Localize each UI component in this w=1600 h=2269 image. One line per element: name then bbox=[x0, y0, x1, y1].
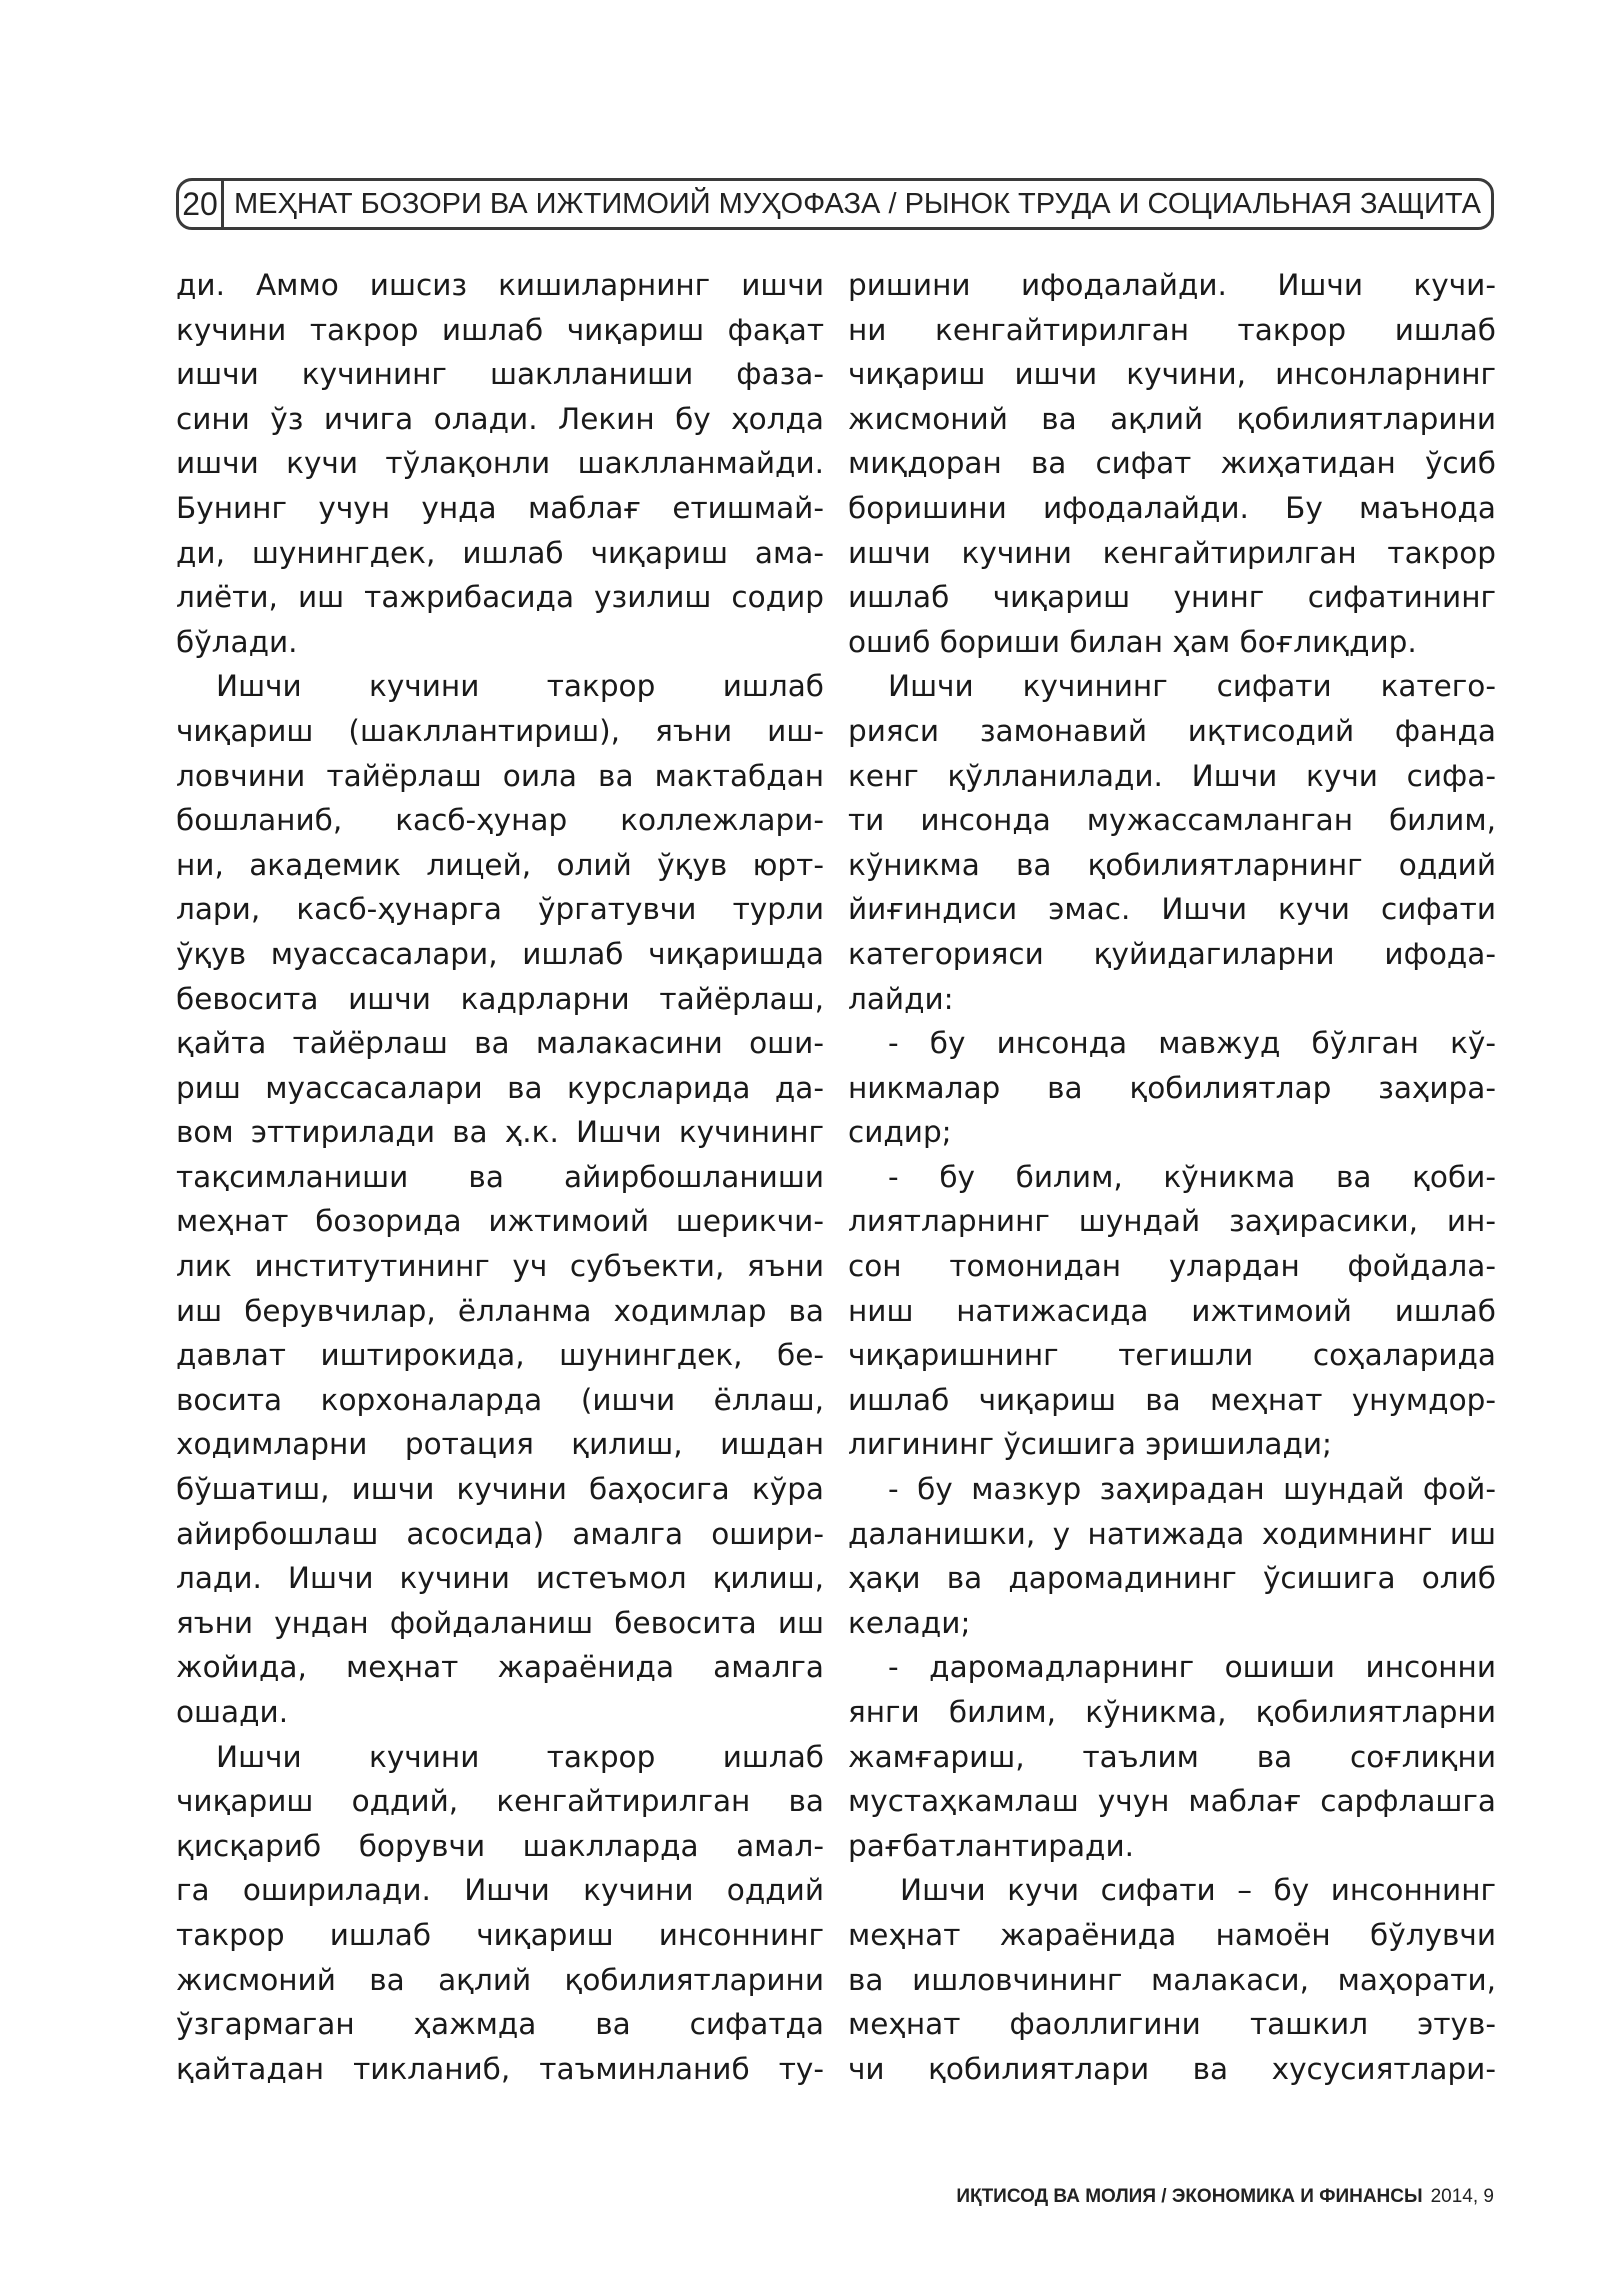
text-line: лайди: bbox=[848, 981, 954, 1016]
text-line: меҳнат бозорида ижтимоий шерикчи- bbox=[176, 1204, 824, 1239]
list-item-line: - даромадларнинг ошиши инсонни bbox=[888, 1650, 1496, 1685]
list-item-line: - бу мазкур заҳирадан шундай фой- bbox=[888, 1472, 1496, 1507]
text-line: меҳнат фаоллигини ташкил этув- bbox=[848, 2007, 1496, 2042]
paragraph-start-line: Ишчи кучини такрор ишлаб bbox=[216, 669, 824, 704]
text-line: жисмоний ва ақлий қобилиятларини bbox=[176, 1962, 824, 1997]
text-line: бўшатиш, ишчи кучини баҳосига кўра bbox=[176, 1472, 824, 1507]
text-line: тақсимланиши ва айирбошланиши bbox=[176, 1159, 824, 1194]
text-line: ришини ифодалайди. Ишчи кучи- bbox=[848, 268, 1496, 302]
text-line: даланишки, у натижада ходимнинг иш bbox=[848, 1516, 1496, 1551]
text-line: ошиб бориши билан ҳам боғлиқдир. bbox=[848, 624, 1417, 659]
text-line: риш муассасалари ва курсларида да- bbox=[176, 1070, 824, 1105]
text-line: восита корхоналарда (ишчи ёллаш, bbox=[176, 1382, 824, 1417]
text-line: ни, академик лицей, олий ўқув юрт- bbox=[176, 847, 824, 882]
text-line: мустаҳкамлаш учун маблағ сарфлашга bbox=[848, 1784, 1496, 1819]
text-line: лиёти, иш тажрибасида узилиш содир bbox=[176, 580, 824, 615]
text-line: кенг қўлланилади. Ишчи кучи сифа- bbox=[848, 758, 1496, 793]
text-line: чиқаришнинг тегишли соҳаларида bbox=[848, 1338, 1496, 1373]
section-title: МЕҲНАТ БОЗОРИ ВА ИЖТИМОИЙ МУҲОФАЗА / РЫНОК ТРУДА И СОЦИАЛЬНАЯ ЗАЩИТА bbox=[234, 187, 1481, 220]
text-line: йиғиндиси эмас. Ишчи кучи сифати bbox=[848, 892, 1496, 927]
text-line: қисқариб борувчи шаклларда амал- bbox=[176, 1828, 824, 1863]
text-line: ни кенгайтирилган такрор ишлаб bbox=[848, 312, 1496, 347]
paragraph-start-line: Ишчи кучининг сифати катего- bbox=[888, 669, 1496, 704]
text-line: янги билим, кўникма, қобилиятларни bbox=[848, 1695, 1496, 1729]
text-line: чи қобилиятлари ва хусусиятлари- bbox=[848, 2051, 1496, 2086]
text-line: меҳнат жараёнида намоён бўлувчи bbox=[848, 1917, 1496, 1952]
text-line: айирбошлаш асосида) амалга ошири- bbox=[176, 1516, 824, 1551]
text-line: бевосита ишчи кадрларни тайёрлаш, bbox=[176, 981, 824, 1016]
running-footer bbox=[956, 2186, 1494, 2208]
text-line: яъни ундан фойдаланиш бевосита иш bbox=[176, 1605, 824, 1640]
text-line: давлат иштирокида, шунингдек, бе- bbox=[176, 1338, 824, 1373]
text-line: никмалар ва қобилиятлар заҳира- bbox=[848, 1070, 1496, 1105]
text-line: келади; bbox=[848, 1605, 971, 1640]
text-line: қайта тайёрлаш ва малакасини оши- bbox=[176, 1026, 824, 1061]
text-line: ишчи кучининг шаклланиши фаза- bbox=[176, 357, 824, 392]
text-line: ишлаб чиқариш унинг сифатининг bbox=[848, 580, 1496, 615]
text-line: ошади. bbox=[176, 1695, 289, 1729]
text-line: ўзгармаган ҳажмда ва сифатда bbox=[176, 2007, 824, 2042]
text-line: вом эттирилади ва ҳ.к. Ишчи кучининг bbox=[176, 1115, 824, 1150]
left-text-column bbox=[176, 263, 824, 2091]
text-line: лари, касб-ҳунарга ўргатувчи турли bbox=[176, 892, 824, 927]
text-line: миқдоран ва сифат жиҳатидан ўсиб bbox=[848, 446, 1496, 481]
text-line: ишчи кучи тўлақонли шаклланмайди. bbox=[176, 446, 824, 481]
text-line: жамғариш, таълим ва соғлиқни bbox=[848, 1739, 1496, 1774]
text-line: ходимларни ротация қилиш, ишдан bbox=[176, 1427, 824, 1462]
text-line: ишчи кучини кенгайтирилган такрор bbox=[848, 535, 1496, 570]
text-line: ти инсонда мужассамланган билим, bbox=[848, 803, 1496, 838]
text-line: кўникма ва қобилиятларнинг оддий bbox=[848, 847, 1496, 882]
paragraph-start-line: Ишчи кучи сифати – бу инсоннинг bbox=[900, 1873, 1496, 1908]
text-line: лади. Ишчи кучини истеъмол қилиш, bbox=[176, 1561, 824, 1596]
text-line: сини ўз ичига олади. Лекин бу ҳолда bbox=[176, 401, 824, 436]
text-line: иш берувчилар, ёлланма ходимлар ва bbox=[176, 1293, 824, 1328]
text-line: ўқув муассасалари, ишлаб чиқаришда bbox=[176, 936, 824, 971]
text-line: сон томонидан улардан фойдала- bbox=[848, 1249, 1496, 1284]
text-line: рияси замонавий иқтисодий фанда bbox=[848, 713, 1496, 748]
paragraph-start-line: Ишчи кучини такрор ишлаб bbox=[216, 1739, 824, 1774]
text-line: бўлади. bbox=[176, 624, 298, 659]
text-line: лигининг ўсишига эришилади; bbox=[848, 1427, 1332, 1462]
text-line: сидир; bbox=[848, 1115, 952, 1150]
text-line: қайтадан тикланиб, таъминланиб ту- bbox=[176, 2051, 824, 2086]
text-line: ловчини тайёрлаш оила ва мактабдан bbox=[176, 758, 824, 793]
text-line: ди, шунингдек, ишлаб чиқариш ама- bbox=[176, 535, 824, 570]
text-line: ниш натижасида ижтимоий ишлаб bbox=[848, 1293, 1496, 1328]
text-line: Бунинг учун унда маблағ етишмай- bbox=[176, 490, 824, 525]
text-line: чиқариш ишчи кучини, инсонларнинг bbox=[848, 357, 1496, 392]
text-line: ди. Аммо ишсиз кишиларнинг ишчи bbox=[176, 268, 824, 302]
text-line: боришини ифодалайди. Бу маънода bbox=[848, 490, 1496, 525]
text-line: ҳақи ва даромадининг ўсишига олиб bbox=[848, 1561, 1496, 1596]
text-line: категорияси қуйидагиларни ифода- bbox=[848, 936, 1496, 971]
text-line: ва ишловчининг малакаси, маҳорати, bbox=[848, 1962, 1496, 1997]
text-line: чиқариш оддий, кенгайтирилган ва bbox=[176, 1784, 824, 1819]
text-line: жисмоний ва ақлий қобилиятларини bbox=[848, 401, 1496, 436]
text-line: бошланиб, касб-ҳунар коллежлари- bbox=[176, 803, 824, 838]
text-line: лик институтининг уч субъекти, яъни bbox=[176, 1249, 824, 1284]
page-number: 20 bbox=[179, 181, 224, 227]
text-line: кучини такрор ишлаб чиқариш фақат bbox=[176, 312, 824, 347]
text-line: га оширилади. Ишчи кучини оддий bbox=[176, 1873, 824, 1908]
text-line: лиятларнинг шундай заҳирасики, ин- bbox=[848, 1204, 1496, 1239]
right-text-column bbox=[848, 263, 1496, 2091]
text-line: ишлаб чиқариш ва меҳнат унумдор- bbox=[848, 1382, 1496, 1417]
journal-title: ИҚТИСОД ВА МОЛИЯ / ЭКОНОМИКА И ФИНАНСЫ bbox=[956, 2186, 1423, 2207]
issue-number: 2014, 9 bbox=[1430, 2186, 1494, 2207]
running-header bbox=[176, 178, 1494, 230]
list-item-line: - бу инсонда мавжуд бўлган кў- bbox=[888, 1026, 1496, 1061]
text-line: чиқариш (шакллантириш), яъни иш- bbox=[176, 713, 824, 748]
text-line: рағбатлантиради. bbox=[848, 1828, 1134, 1863]
text-line: жойида, меҳнат жараёнида амалга bbox=[176, 1650, 824, 1685]
text-line: такрор ишлаб чиқариш инсоннинг bbox=[176, 1917, 824, 1952]
list-item-line: - бу билим, кўникма ва қоби- bbox=[888, 1159, 1496, 1194]
